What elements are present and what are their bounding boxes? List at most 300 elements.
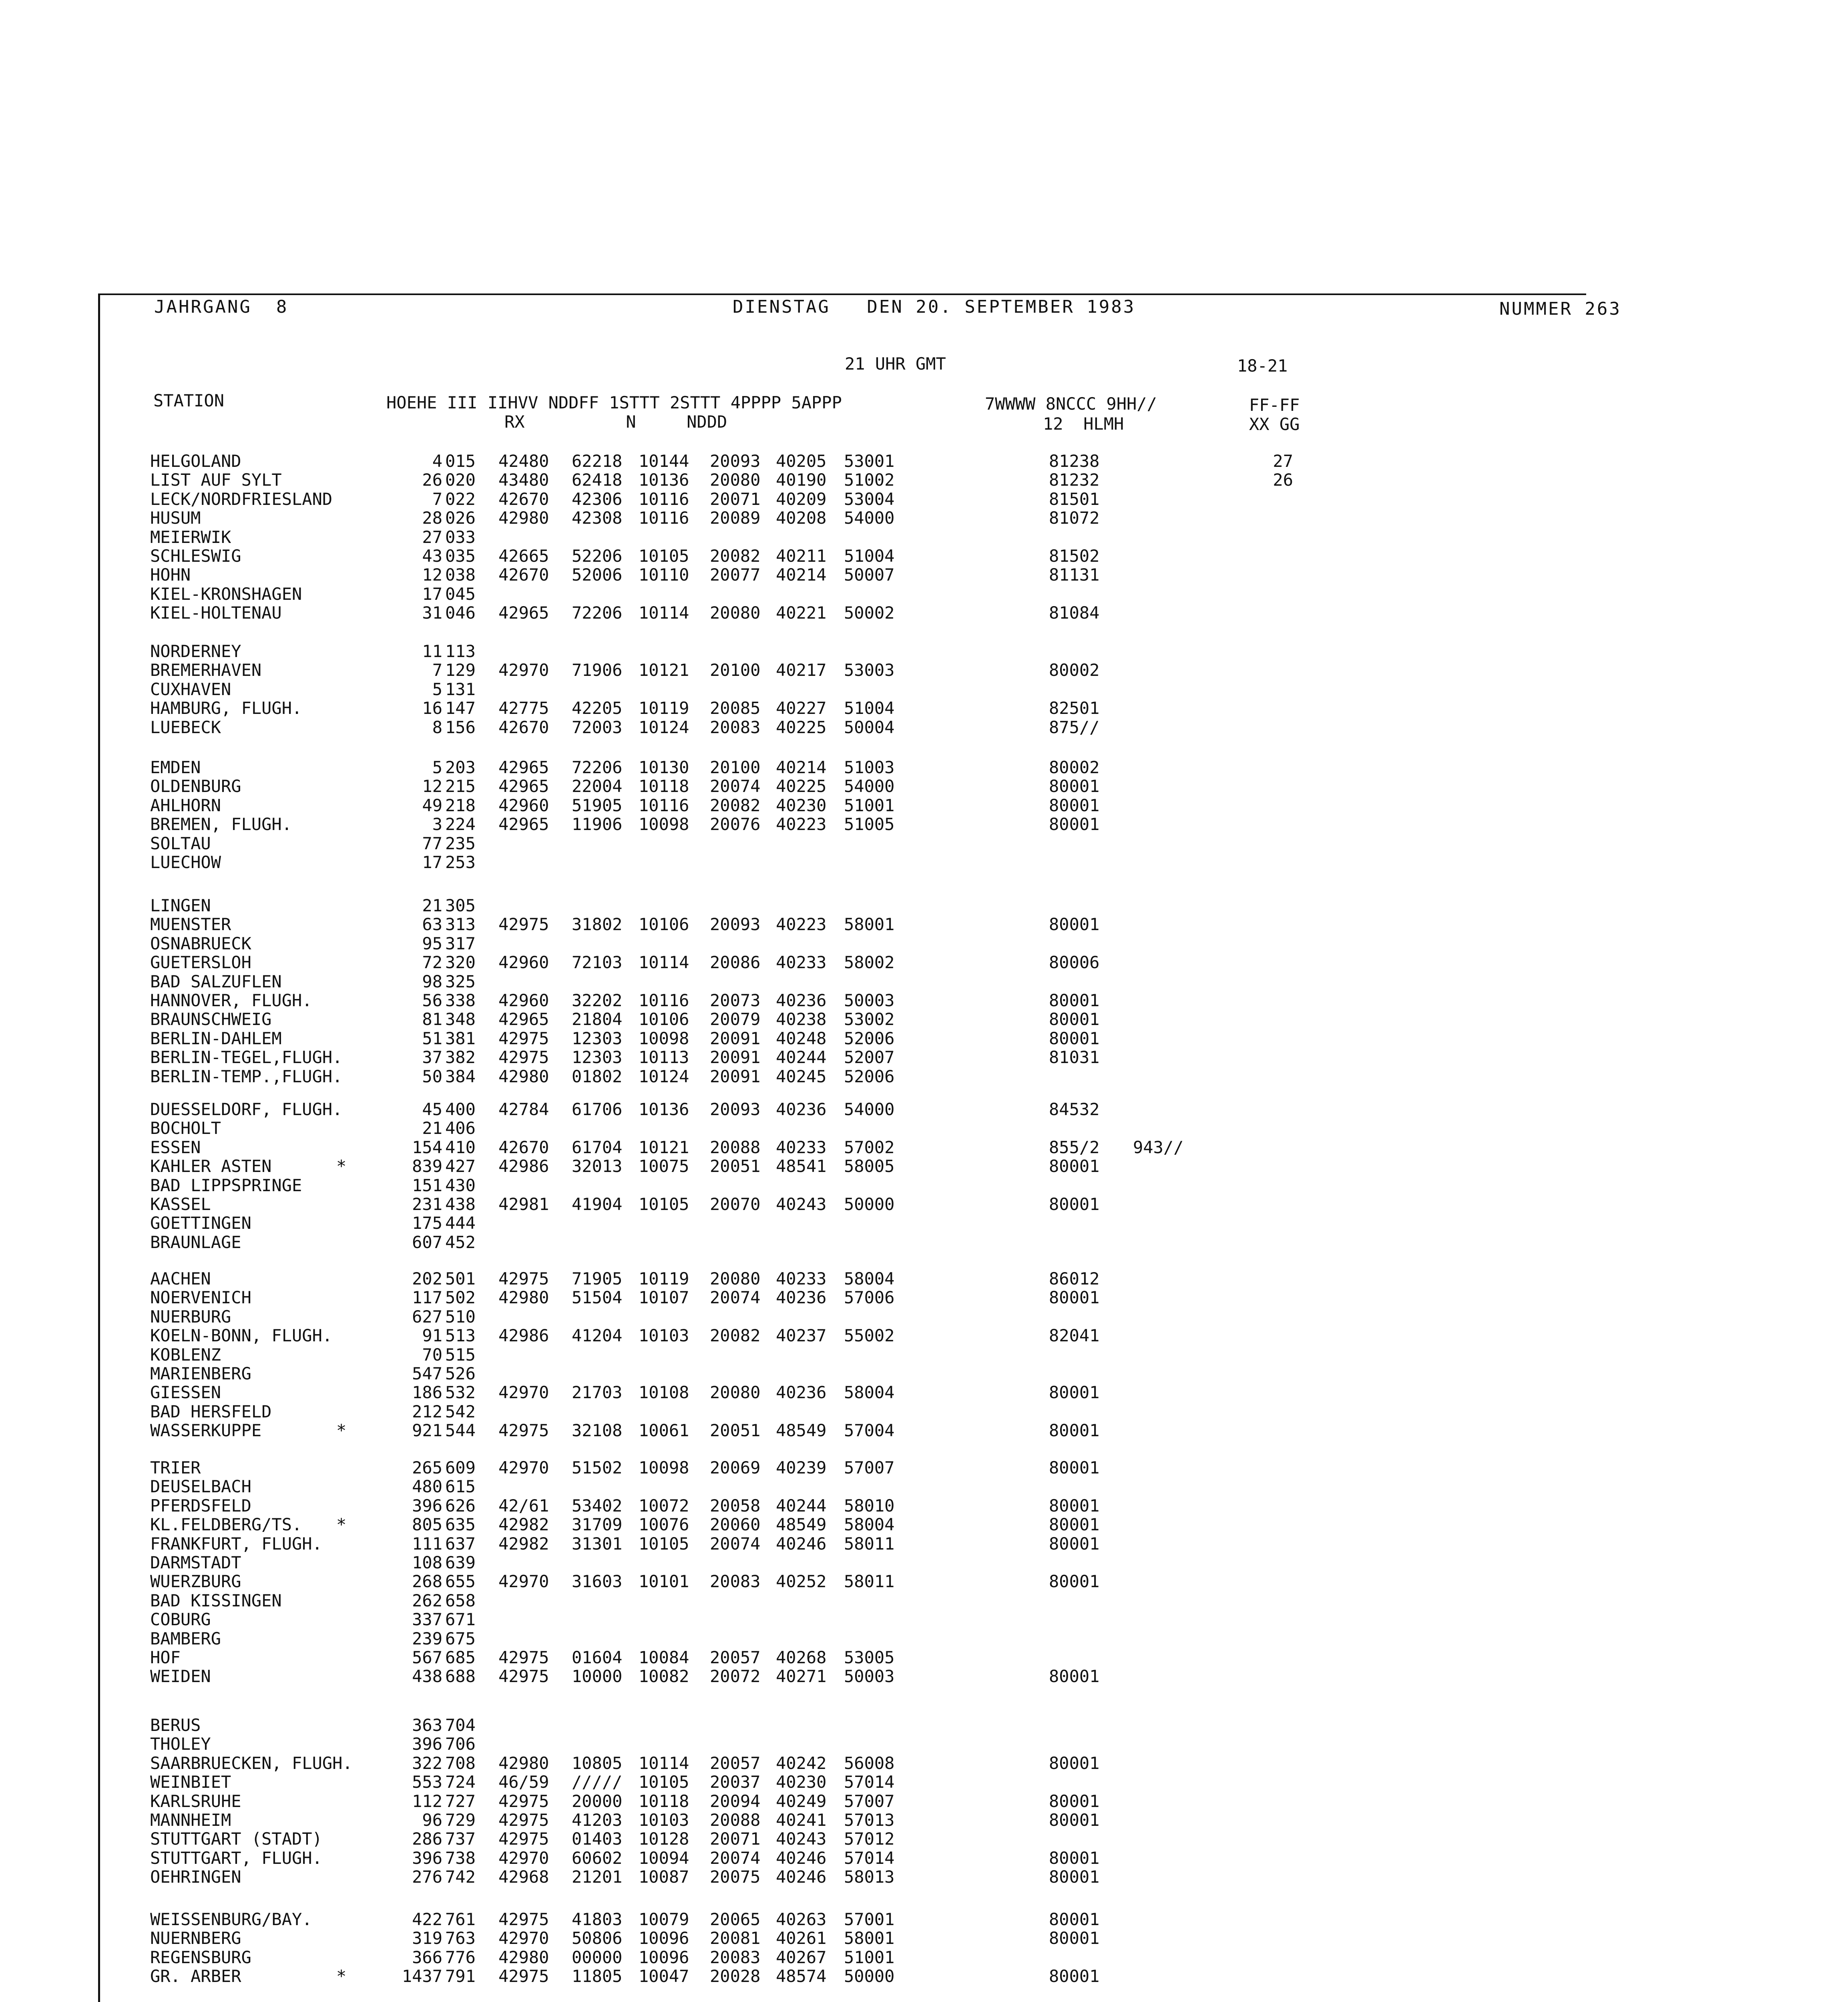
station-row (0, 1176, 1848, 1195)
station-row (0, 1591, 1848, 1610)
group-nddff: 41204 (572, 1326, 623, 1346)
group-tendency: 53001 (844, 451, 895, 471)
elevation: 21 (422, 1118, 442, 1138)
group-tendency: 53002 (844, 1009, 895, 1029)
station-row (0, 1100, 1848, 1119)
station-name: OLDENBURG (150, 776, 241, 796)
group-dewpoint: 20071 (710, 489, 761, 509)
elevation: 63 (422, 915, 442, 935)
station-name: BERUS (150, 1715, 201, 1735)
station-name: MARIENBERG (150, 1364, 251, 1383)
group-dewpoint: 20074 (710, 1534, 761, 1554)
station-name: DEUSELBACH (150, 1477, 251, 1497)
group-dewpoint: 20083 (710, 1572, 761, 1592)
group-tendency: 55002 (844, 1326, 895, 1346)
station-number: 515 (445, 1345, 476, 1365)
group-tendency: 58004 (844, 1383, 895, 1403)
station-name: BRAUNLAGE (150, 1232, 241, 1252)
group-pressure: 40217 (776, 660, 827, 680)
elevation: 202 (412, 1269, 442, 1288)
group-iihvv: 42970 (498, 1383, 549, 1403)
group-tendency: 50002 (844, 603, 895, 623)
group-temperature: 10114 (639, 953, 689, 973)
group-iihvv: 43480 (498, 470, 549, 490)
station-name: WEISSENBURG/BAY. (150, 1910, 312, 1929)
group-dewpoint: 20081 (710, 1928, 761, 1948)
station-number: 033 (445, 527, 476, 547)
group-clouds: 80001 (1049, 776, 1100, 796)
group-temperature: 10136 (639, 470, 689, 490)
group-dewpoint: 20077 (710, 565, 761, 585)
group-tendency: 58011 (844, 1534, 895, 1554)
station-name: DUESSELDORF, FLUGH. (150, 1099, 343, 1119)
elevation: 239 (412, 1628, 442, 1648)
group-nddff: 41203 (572, 1810, 623, 1830)
station-row (0, 528, 1848, 547)
station-row (0, 1157, 1848, 1176)
station-number: 325 (445, 971, 476, 991)
station-name: SCHLESWIG (150, 546, 241, 566)
station-name: LUECHOW (150, 852, 221, 872)
elevation: 212 (412, 1401, 442, 1421)
group-dewpoint: 20082 (710, 546, 761, 566)
group-9hh: 943// (1133, 1137, 1184, 1157)
station-number: 224 (445, 814, 476, 834)
group-temperature: 10118 (639, 1791, 689, 1811)
station-number: 022 (445, 489, 476, 509)
station-row (0, 1610, 1848, 1629)
station-row (0, 777, 1848, 796)
group-iihvv: 42784 (498, 1099, 549, 1119)
station-number: 203 (445, 758, 476, 777)
station-number: 791 (445, 1966, 476, 1986)
group-dewpoint: 20080 (710, 1383, 761, 1403)
group-iihvv: 42968 (498, 1867, 549, 1887)
group-temperature: 10116 (639, 489, 689, 509)
station-row (0, 565, 1848, 585)
elevation: 31 (422, 603, 442, 623)
group-temperature: 10121 (639, 1137, 689, 1157)
group-nddff: 51504 (572, 1288, 623, 1308)
group-tendency: 58001 (844, 1928, 895, 1948)
station-number: 253 (445, 852, 476, 872)
station-row (0, 1629, 1848, 1648)
group-clouds: 81232 (1049, 470, 1100, 490)
group-nddff: 72003 (572, 717, 623, 737)
elevation: 607 (412, 1232, 442, 1252)
group-temperature: 10114 (639, 603, 689, 623)
group-pressure: 40267 (776, 1947, 827, 1967)
group-iihvv: 42965 (498, 603, 549, 623)
station-name: KIEL-KRONSHAGEN (150, 584, 302, 604)
group-temperature: 10124 (639, 717, 689, 737)
group-nddff: 01403 (572, 1829, 623, 1849)
group-temperature: 10061 (639, 1421, 689, 1441)
group-dewpoint: 20075 (710, 1867, 761, 1887)
time-label: 21 UHR GMT (845, 354, 946, 374)
group-tendency: 58004 (844, 1269, 895, 1288)
group-clouds: 80001 (1049, 1810, 1100, 1830)
group-dewpoint: 20080 (710, 470, 761, 490)
elevation: 5 (432, 758, 442, 777)
elevation: 5 (432, 679, 442, 699)
group-dewpoint: 20058 (710, 1495, 761, 1516)
group-clouds: 80001 (1049, 1383, 1100, 1403)
station-name: BOCHOLT (150, 1118, 221, 1138)
station-row (0, 796, 1848, 815)
station-number: 452 (445, 1232, 476, 1252)
station-number: 427 (445, 1156, 476, 1176)
group-pressure: 40230 (776, 1772, 827, 1792)
elevation: 108 (412, 1553, 442, 1572)
station-row (0, 1792, 1848, 1811)
group-clouds: 80001 (1049, 1458, 1100, 1477)
code-header-xx: XX GG (1249, 414, 1300, 434)
group-tendency: 52007 (844, 1047, 895, 1067)
period-label: 18-21 (1237, 356, 1288, 376)
station-number: 729 (445, 1810, 476, 1830)
elevation: 96 (422, 1810, 442, 1830)
group-dewpoint: 20074 (710, 1288, 761, 1308)
station-number: 235 (445, 833, 476, 853)
station-number: 724 (445, 1772, 476, 1792)
group-tendency: 56008 (844, 1753, 895, 1773)
station-name: HUSUM (150, 508, 201, 528)
station-number: 305 (445, 896, 476, 915)
elevation: 231 (412, 1194, 442, 1214)
group-tendency: 57004 (844, 1421, 895, 1441)
station-number: 131 (445, 679, 476, 699)
group-tendency: 57013 (844, 1810, 895, 1830)
elevation: 11 (422, 641, 442, 661)
group-temperature: 10098 (639, 814, 689, 834)
group-tendency: 51001 (844, 795, 895, 815)
station-name: GIESSEN (150, 1383, 221, 1403)
group-temperature: 10118 (639, 776, 689, 796)
group-dewpoint: 20083 (710, 717, 761, 737)
code-header-line1: HOEHE III IIHVV NDDFF 1STTT 2STTT 4PPPP 5APPP (386, 393, 842, 412)
group-nddff: 62418 (572, 470, 623, 490)
group-clouds: 80001 (1049, 1666, 1100, 1686)
group-clouds: 80002 (1049, 758, 1100, 777)
elevation: 28 (422, 508, 442, 528)
station-number: 400 (445, 1099, 476, 1119)
station-row (0, 585, 1848, 604)
group-temperature: 10096 (639, 1928, 689, 1948)
elevation: 117 (412, 1288, 442, 1308)
station-row (0, 509, 1848, 528)
station-row (0, 1214, 1848, 1233)
elevation: 98 (422, 971, 442, 991)
group-iihvv: 42982 (498, 1534, 549, 1554)
group-tendency: 52006 (844, 1066, 895, 1086)
group-tendency: 51005 (844, 814, 895, 834)
station-number: 113 (445, 641, 476, 661)
group-dewpoint: 20082 (710, 1326, 761, 1346)
group-iihvv: 42970 (498, 660, 549, 680)
station-name: GR. ARBER (150, 1966, 241, 1986)
station-row (0, 1345, 1848, 1365)
group-pressure: 40190 (776, 470, 827, 490)
station-row (0, 661, 1848, 680)
station-number: 761 (445, 1910, 476, 1929)
elevation: 26 (422, 470, 442, 490)
station-name: GOETTINGEN (150, 1213, 251, 1233)
station-row (0, 1735, 1848, 1754)
station-number: 035 (445, 546, 476, 566)
group-iihvv: 42965 (498, 776, 549, 796)
station-name: THOLEY (150, 1734, 211, 1754)
station-number: 410 (445, 1137, 476, 1157)
station-row (0, 1477, 1848, 1496)
station-number: 129 (445, 660, 476, 680)
group-clouds: 81084 (1049, 603, 1100, 623)
group-pressure: 40223 (776, 915, 827, 935)
group-clouds: 855/2 (1049, 1137, 1100, 1157)
group-temperature: 10113 (639, 1047, 689, 1067)
group-iihvv: 42982 (498, 1515, 549, 1535)
elevation: 839 (412, 1156, 442, 1176)
group-temperature: 10105 (639, 1194, 689, 1214)
elevation: 77 (422, 833, 442, 853)
station-name: OSNABRUECK (150, 933, 251, 953)
group-dewpoint: 20060 (710, 1515, 761, 1535)
station-name: KARLSRUHE (150, 1791, 241, 1811)
station-number: 438 (445, 1194, 476, 1214)
station-row (0, 953, 1848, 972)
group-nddff: 12303 (572, 1028, 623, 1048)
elevation: 396 (412, 1495, 442, 1516)
group-tendency: 51004 (844, 698, 895, 718)
group-dewpoint: 20080 (710, 603, 761, 623)
station-name: MUENSTER (150, 915, 231, 935)
group-clouds: 81072 (1049, 508, 1100, 528)
station-name: BERLIN-TEMP.,FLUGH. (150, 1066, 343, 1086)
elevation: 553 (412, 1772, 442, 1792)
group-clouds: 80006 (1049, 953, 1100, 973)
group-dewpoint: 20076 (710, 814, 761, 834)
group-temperature: 10079 (639, 1910, 689, 1929)
group-nddff: 32108 (572, 1421, 623, 1441)
group-temperature: 10144 (639, 451, 689, 471)
group-nddff: 62218 (572, 451, 623, 471)
station-row (0, 1138, 1848, 1157)
elevation: 276 (412, 1867, 442, 1887)
group-clouds: 80001 (1049, 795, 1100, 815)
group-nddff: 10805 (572, 1753, 623, 1773)
group-clouds: 80001 (1049, 1966, 1100, 1986)
station-name: BAD SALZUFLEN (150, 971, 282, 991)
group-temperature: 10114 (639, 1753, 689, 1773)
group-nddff: 41904 (572, 1194, 623, 1214)
station-row (0, 853, 1848, 872)
station-number: 655 (445, 1572, 476, 1592)
elevation: 396 (412, 1848, 442, 1868)
group-nddff: 72206 (572, 758, 623, 777)
elevation: 4 (432, 451, 442, 471)
group-nddff: 20000 (572, 1791, 623, 1811)
station-row (0, 547, 1848, 566)
elevation: 422 (412, 1910, 442, 1929)
group-pressure: 40236 (776, 991, 827, 1010)
group-dewpoint: 20057 (710, 1648, 761, 1667)
group-temperature: 10106 (639, 1009, 689, 1029)
group-dewpoint: 20091 (710, 1047, 761, 1067)
group-pressure: 40246 (776, 1867, 827, 1887)
station-name: DARMSTADT (150, 1553, 241, 1572)
elevation: 16 (422, 698, 442, 718)
group-tendency: 57014 (844, 1772, 895, 1792)
group-tendency: 58005 (844, 1156, 895, 1176)
group-nddff: 01802 (572, 1066, 623, 1086)
group-dewpoint: 20070 (710, 1194, 761, 1214)
group-dewpoint: 20088 (710, 1137, 761, 1157)
group-tendency: 58010 (844, 1495, 895, 1516)
group-dewpoint: 20091 (710, 1028, 761, 1048)
station-row (0, 896, 1848, 915)
group-iihvv: 42981 (498, 1194, 549, 1214)
group-clouds: 80001 (1049, 1495, 1100, 1516)
station-number: 147 (445, 698, 476, 718)
station-row (0, 1364, 1848, 1383)
station-number: 737 (445, 1829, 476, 1849)
station-number: 685 (445, 1648, 476, 1667)
group-iihvv: 42960 (498, 795, 549, 815)
group-clouds: 80001 (1049, 1572, 1100, 1592)
group-iihvv: 46/59 (498, 1772, 549, 1792)
group-clouds: 80001 (1049, 915, 1100, 935)
group-pressure: 40233 (776, 953, 827, 973)
station-row (0, 1383, 1848, 1402)
station-header: STATION (153, 391, 225, 410)
group-clouds: 81031 (1049, 1047, 1100, 1067)
station-number: 338 (445, 991, 476, 1010)
group-pressure: 40249 (776, 1791, 827, 1811)
group-tendency: 50003 (844, 1666, 895, 1686)
elevation: 37 (422, 1047, 442, 1067)
elevation: 1437 (402, 1966, 442, 1986)
station-row (0, 1811, 1848, 1830)
group-clouds: 80001 (1049, 1791, 1100, 1811)
elevation: 547 (412, 1364, 442, 1383)
group-pressure: 40233 (776, 1137, 827, 1157)
group-dewpoint: 20093 (710, 451, 761, 471)
group-pressure: 40263 (776, 1910, 827, 1929)
group-clouds: 80001 (1049, 1421, 1100, 1441)
station-row (0, 934, 1848, 953)
station-row (0, 1929, 1848, 1948)
station-name: TRIER (150, 1458, 201, 1477)
group-nddff: 00000 (572, 1947, 623, 1967)
station-name: SOLTAU (150, 833, 211, 853)
group-dewpoint: 20100 (710, 660, 761, 680)
group-pressure: 40221 (776, 603, 827, 623)
elevation: 95 (422, 933, 442, 953)
group-pressure: 40236 (776, 1099, 827, 1119)
elevation: 319 (412, 1928, 442, 1948)
station-name: BERLIN-DAHLEM (150, 1028, 282, 1048)
group-tendency: 57006 (844, 1288, 895, 1308)
station-name: WUERZBURG (150, 1572, 241, 1592)
station-name: BAD KISSINGEN (150, 1590, 282, 1610)
group-dewpoint: 20074 (710, 776, 761, 796)
group-iihvv: 42960 (498, 953, 549, 973)
station-name: MEIERWIK (150, 527, 231, 547)
station-number: 708 (445, 1753, 476, 1773)
group-iihvv: 42980 (498, 1947, 549, 1967)
station-name: NORDERNEY (150, 641, 241, 661)
station-name: NUERNBERG (150, 1928, 241, 1948)
group-nddff: 31709 (572, 1515, 623, 1535)
station-row (0, 1910, 1848, 1929)
code-header-ff: FF-FF (1249, 395, 1300, 415)
group-iihvv: 42986 (498, 1326, 549, 1346)
station-number: 382 (445, 1047, 476, 1067)
elevation: 17 (422, 584, 442, 604)
station-name: MANNHEIM (150, 1810, 231, 1830)
group-pressure: 48574 (776, 1966, 827, 1986)
elevation: 262 (412, 1590, 442, 1610)
group-dewpoint: 20051 (710, 1156, 761, 1176)
station-name: ESSEN (150, 1137, 201, 1157)
mountain-marker: * (336, 1421, 347, 1441)
group-clouds: 80002 (1049, 660, 1100, 680)
group-nddff: 32202 (572, 991, 623, 1010)
elevation: 3 (432, 814, 442, 834)
group-temperature: 10106 (639, 915, 689, 935)
station-number: 381 (445, 1028, 476, 1048)
station-row (0, 1496, 1848, 1516)
group-temperature: 10116 (639, 508, 689, 528)
station-number: 026 (445, 508, 476, 528)
group-nddff: 31603 (572, 1572, 623, 1592)
elevation: 56 (422, 991, 442, 1010)
station-row (0, 1048, 1848, 1067)
station-row (0, 1773, 1848, 1792)
group-iihvv: 42970 (498, 1458, 549, 1477)
group-temperature: 10130 (639, 758, 689, 777)
group-iihvv: 42/61 (498, 1495, 549, 1516)
station-number: 430 (445, 1175, 476, 1195)
group-iihvv: 42975 (498, 1910, 549, 1929)
group-nddff: ///// (572, 1772, 623, 1792)
group-tendency: 53004 (844, 489, 895, 509)
group-tendency: 53005 (844, 1648, 895, 1667)
group-iihvv: 42975 (498, 1810, 549, 1830)
group-iihvv: 42670 (498, 489, 549, 509)
station-number: 038 (445, 565, 476, 585)
station-number: 742 (445, 1867, 476, 1887)
station-number: 501 (445, 1269, 476, 1288)
group-pressure: 40233 (776, 1269, 827, 1288)
elevation: 50 (422, 1066, 442, 1086)
group-clouds: 81238 (1049, 451, 1100, 471)
station-name: REGENSBURG (150, 1947, 251, 1967)
station-row (0, 452, 1848, 471)
group-temperature: 10108 (639, 1383, 689, 1403)
group-nddff: 71906 (572, 660, 623, 680)
group-temperature: 10076 (639, 1515, 689, 1535)
group-iihvv: 42986 (498, 1156, 549, 1176)
group-iihvv: 42975 (498, 1648, 549, 1667)
elevation: 921 (412, 1421, 442, 1441)
group-iihvv: 42975 (498, 915, 549, 935)
station-name: STUTTGART, FLUGH. (150, 1848, 322, 1868)
station-number: 513 (445, 1326, 476, 1346)
group-clouds: 80001 (1049, 1028, 1100, 1048)
station-row (0, 915, 1848, 934)
group-nddff: 51905 (572, 795, 623, 815)
